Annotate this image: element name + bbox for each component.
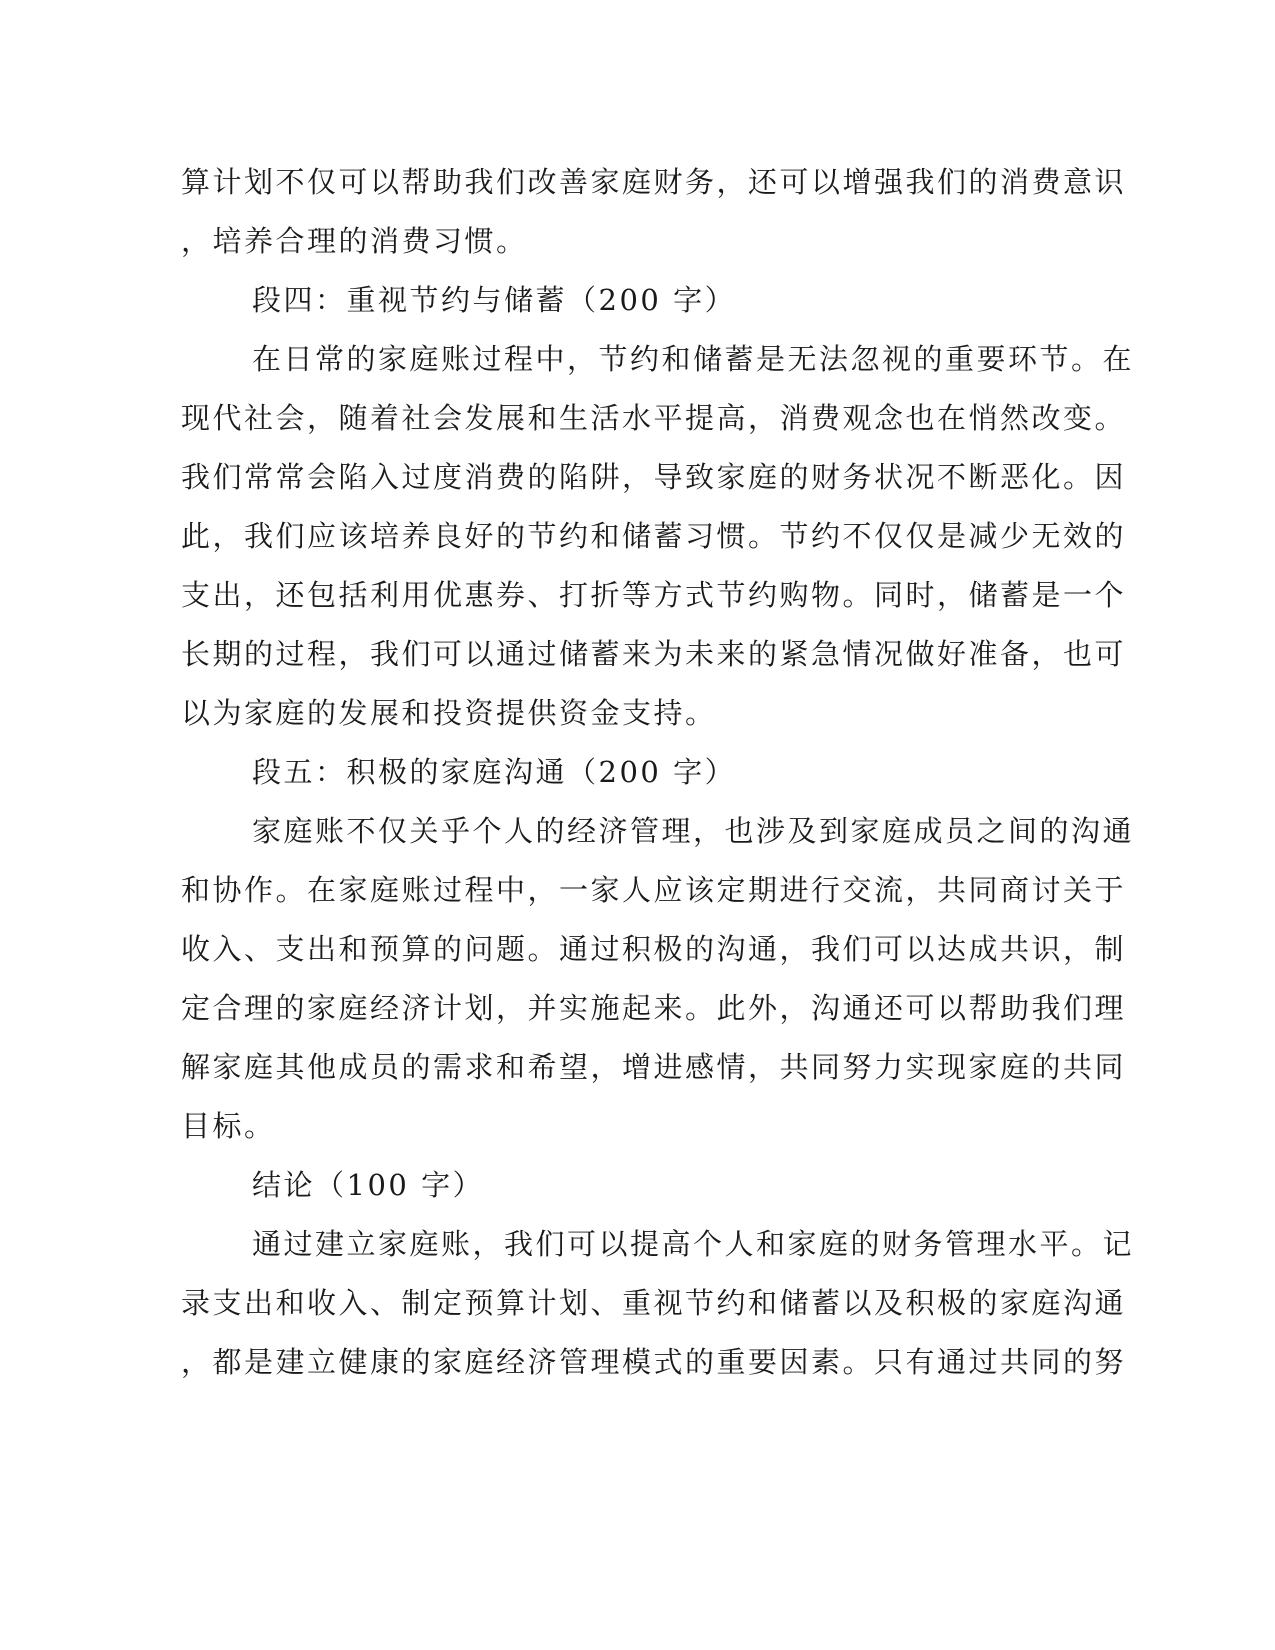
text-line: 长期的过程，我们可以通过储蓄来为未来的紧急情况做好准备，也可 <box>181 637 1127 671</box>
text-line: 家庭账不仅关乎个人的经济管理，也涉及到家庭成员之间的沟通 <box>252 814 1135 848</box>
text-line: 和协作。在家庭账过程中，一家人应该定期进行交流，共同商讨关于 <box>181 873 1127 907</box>
text-line: 算计划不仅可以帮助我们改善家庭财务，还可以增强我们的消费意识 <box>181 165 1127 199</box>
section-heading: 段四：重视节约与储蓄（200 字） <box>252 283 737 317</box>
text-line: 通过建立家庭账，我们可以提高个人和家庭的财务管理水平。记 <box>252 1227 1135 1261</box>
section-heading: 结论（100 字） <box>252 1168 485 1202</box>
text-line: 此，我们应该培养良好的节约和储蓄习惯。节约不仅仅是减少无效的 <box>181 519 1127 553</box>
text-line: 现代社会，随着社会发展和生活水平提高，消费观念也在悄然改变。 <box>181 401 1127 435</box>
text-line: 在日常的家庭账过程中，节约和储蓄是无法忽视的重要环节。在 <box>252 342 1135 376</box>
text-line: 支出，还包括利用优惠券、打折等方式节约购物。同时，储蓄是一个 <box>181 578 1127 612</box>
text-line: 录支出和收入、制定预算计划、重视节约和储蓄以及积极的家庭沟通 <box>181 1286 1127 1320</box>
text-line: 解家庭其他成员的需求和希望，增进感情，共同努力实现家庭的共同 <box>181 1050 1127 1084</box>
text-line: ，培养合理的消费习惯。 <box>181 224 528 258</box>
text-line: 以为家庭的发展和投资提供资金支持。 <box>181 696 717 730</box>
text-line: 收入、支出和预算的问题。通过积极的沟通，我们可以达成共识，制 <box>181 932 1127 966</box>
text-line: 目标。 <box>181 1109 276 1143</box>
text-line: 我们常常会陷入过度消费的陷阱，导致家庭的财务状况不断恶化。因 <box>181 460 1127 494</box>
text-line: 定合理的家庭经济计划，并实施起来。此外，沟通还可以帮助我们理 <box>181 991 1127 1025</box>
section-heading: 段五：积极的家庭沟通（200 字） <box>252 755 737 789</box>
text-line: ，都是建立健康的家庭经济管理模式的重要因素。只有通过共同的努 <box>181 1345 1127 1379</box>
